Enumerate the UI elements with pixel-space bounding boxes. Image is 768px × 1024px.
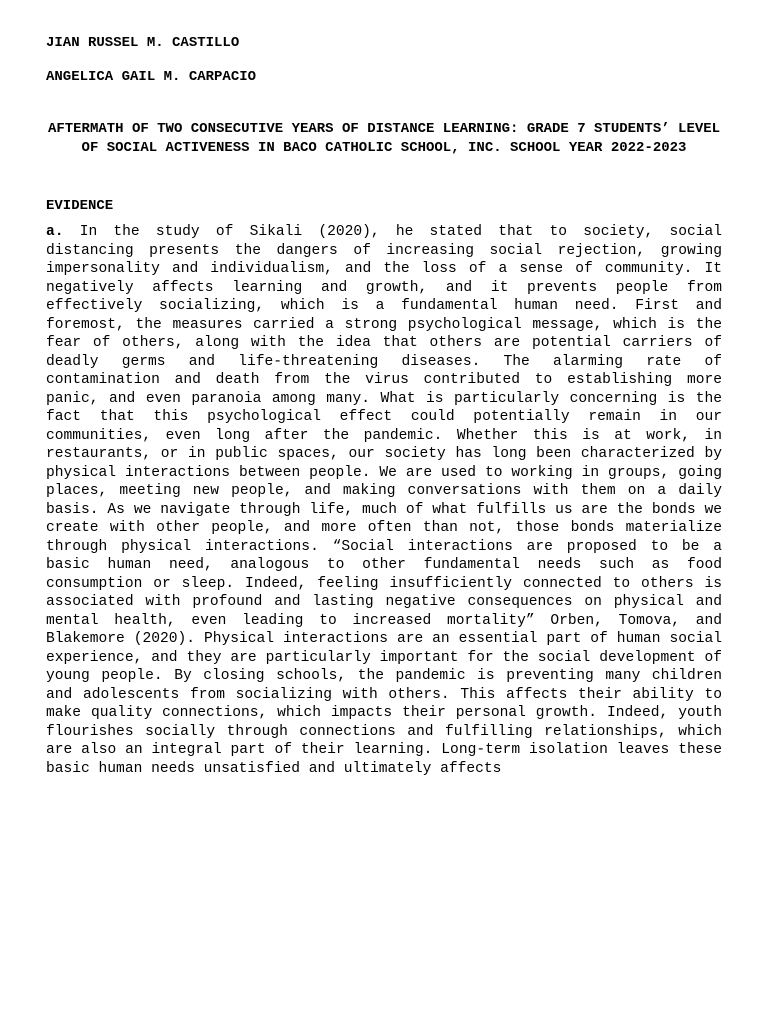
author-name-2: ANGELICA GAIL M. CARPACIO (46, 69, 257, 85)
evidence-paragraph (46, 223, 722, 778)
paragraph-text: In the study of Sikali (2020), he stated that to society, social distancing presents the dangers of increasing social rejection, growing impersonality and individualism, and the loss of a sense of community. It negatively affects learning and growth, and it prevents people from effectively socializing, which is a fundamental human need. First and foremost, the measures carried a strong psychological message, which is the fear of others, along with the idea that others are potential carriers of deadly germs and life-threatening diseases. The alarming rate of contamination and death from the virus contributed to establishing more panic, and even paranoia among many. What is particularly concerning is the fact that this psychological effect could potentially remain in our communities, even long after the pandemic. Whether this is at work, in restaurants, or in public spaces, our society has long been characterized by physical interactions between people. We are used to working in groups, going places, meeting new people, and making conversations with them on a daily basis. As we navigate through life, much of what fulfills us are the bonds we create with other people, and more often than not, those bonds materialize through physical interactions. “Social interactions are proposed to be a basic human need, analogous to other fundamental needs such as food consumption or sleep. Indeed, feeling insufficiently connected to others is associated with profound and lasting negative consequences on physical and mental health, even leading to increased mortality” Orben, Tomova, and Blakemore (2020). Physical interactions are an essential part of human social experience, and they are particularly important for the social development of young people. By closing schools, the pandemic is preventing many children and adolescents from socializing with others. This affects their ability to make quality connections, which impacts their personal growth. Indeed, youth flourishes socially through connections and fulfilling relationships, which are also an integral part of their learning. Long-term isolation leaves these basic human needs unsatisfied and ultimately affects (46, 224, 722, 777)
document-page (46, 34, 722, 778)
paper-title: AFTERMATH OF TWO CONSECUTIVE YEARS OF DISTANCE LEARNING: GRADE 7 STUDENTS’ LEVEL OF SOCIAL ACTIVENESS IN BACO CATHOLIC SCHOOL, INC. SCHOOL YEAR 2022-2023 (47, 121, 721, 156)
paragraph-marker: a. (46, 224, 64, 240)
author-name-1: JIAN RUSSEL M. CASTILLO (46, 35, 240, 51)
section-heading: EVIDENCE (46, 198, 114, 214)
